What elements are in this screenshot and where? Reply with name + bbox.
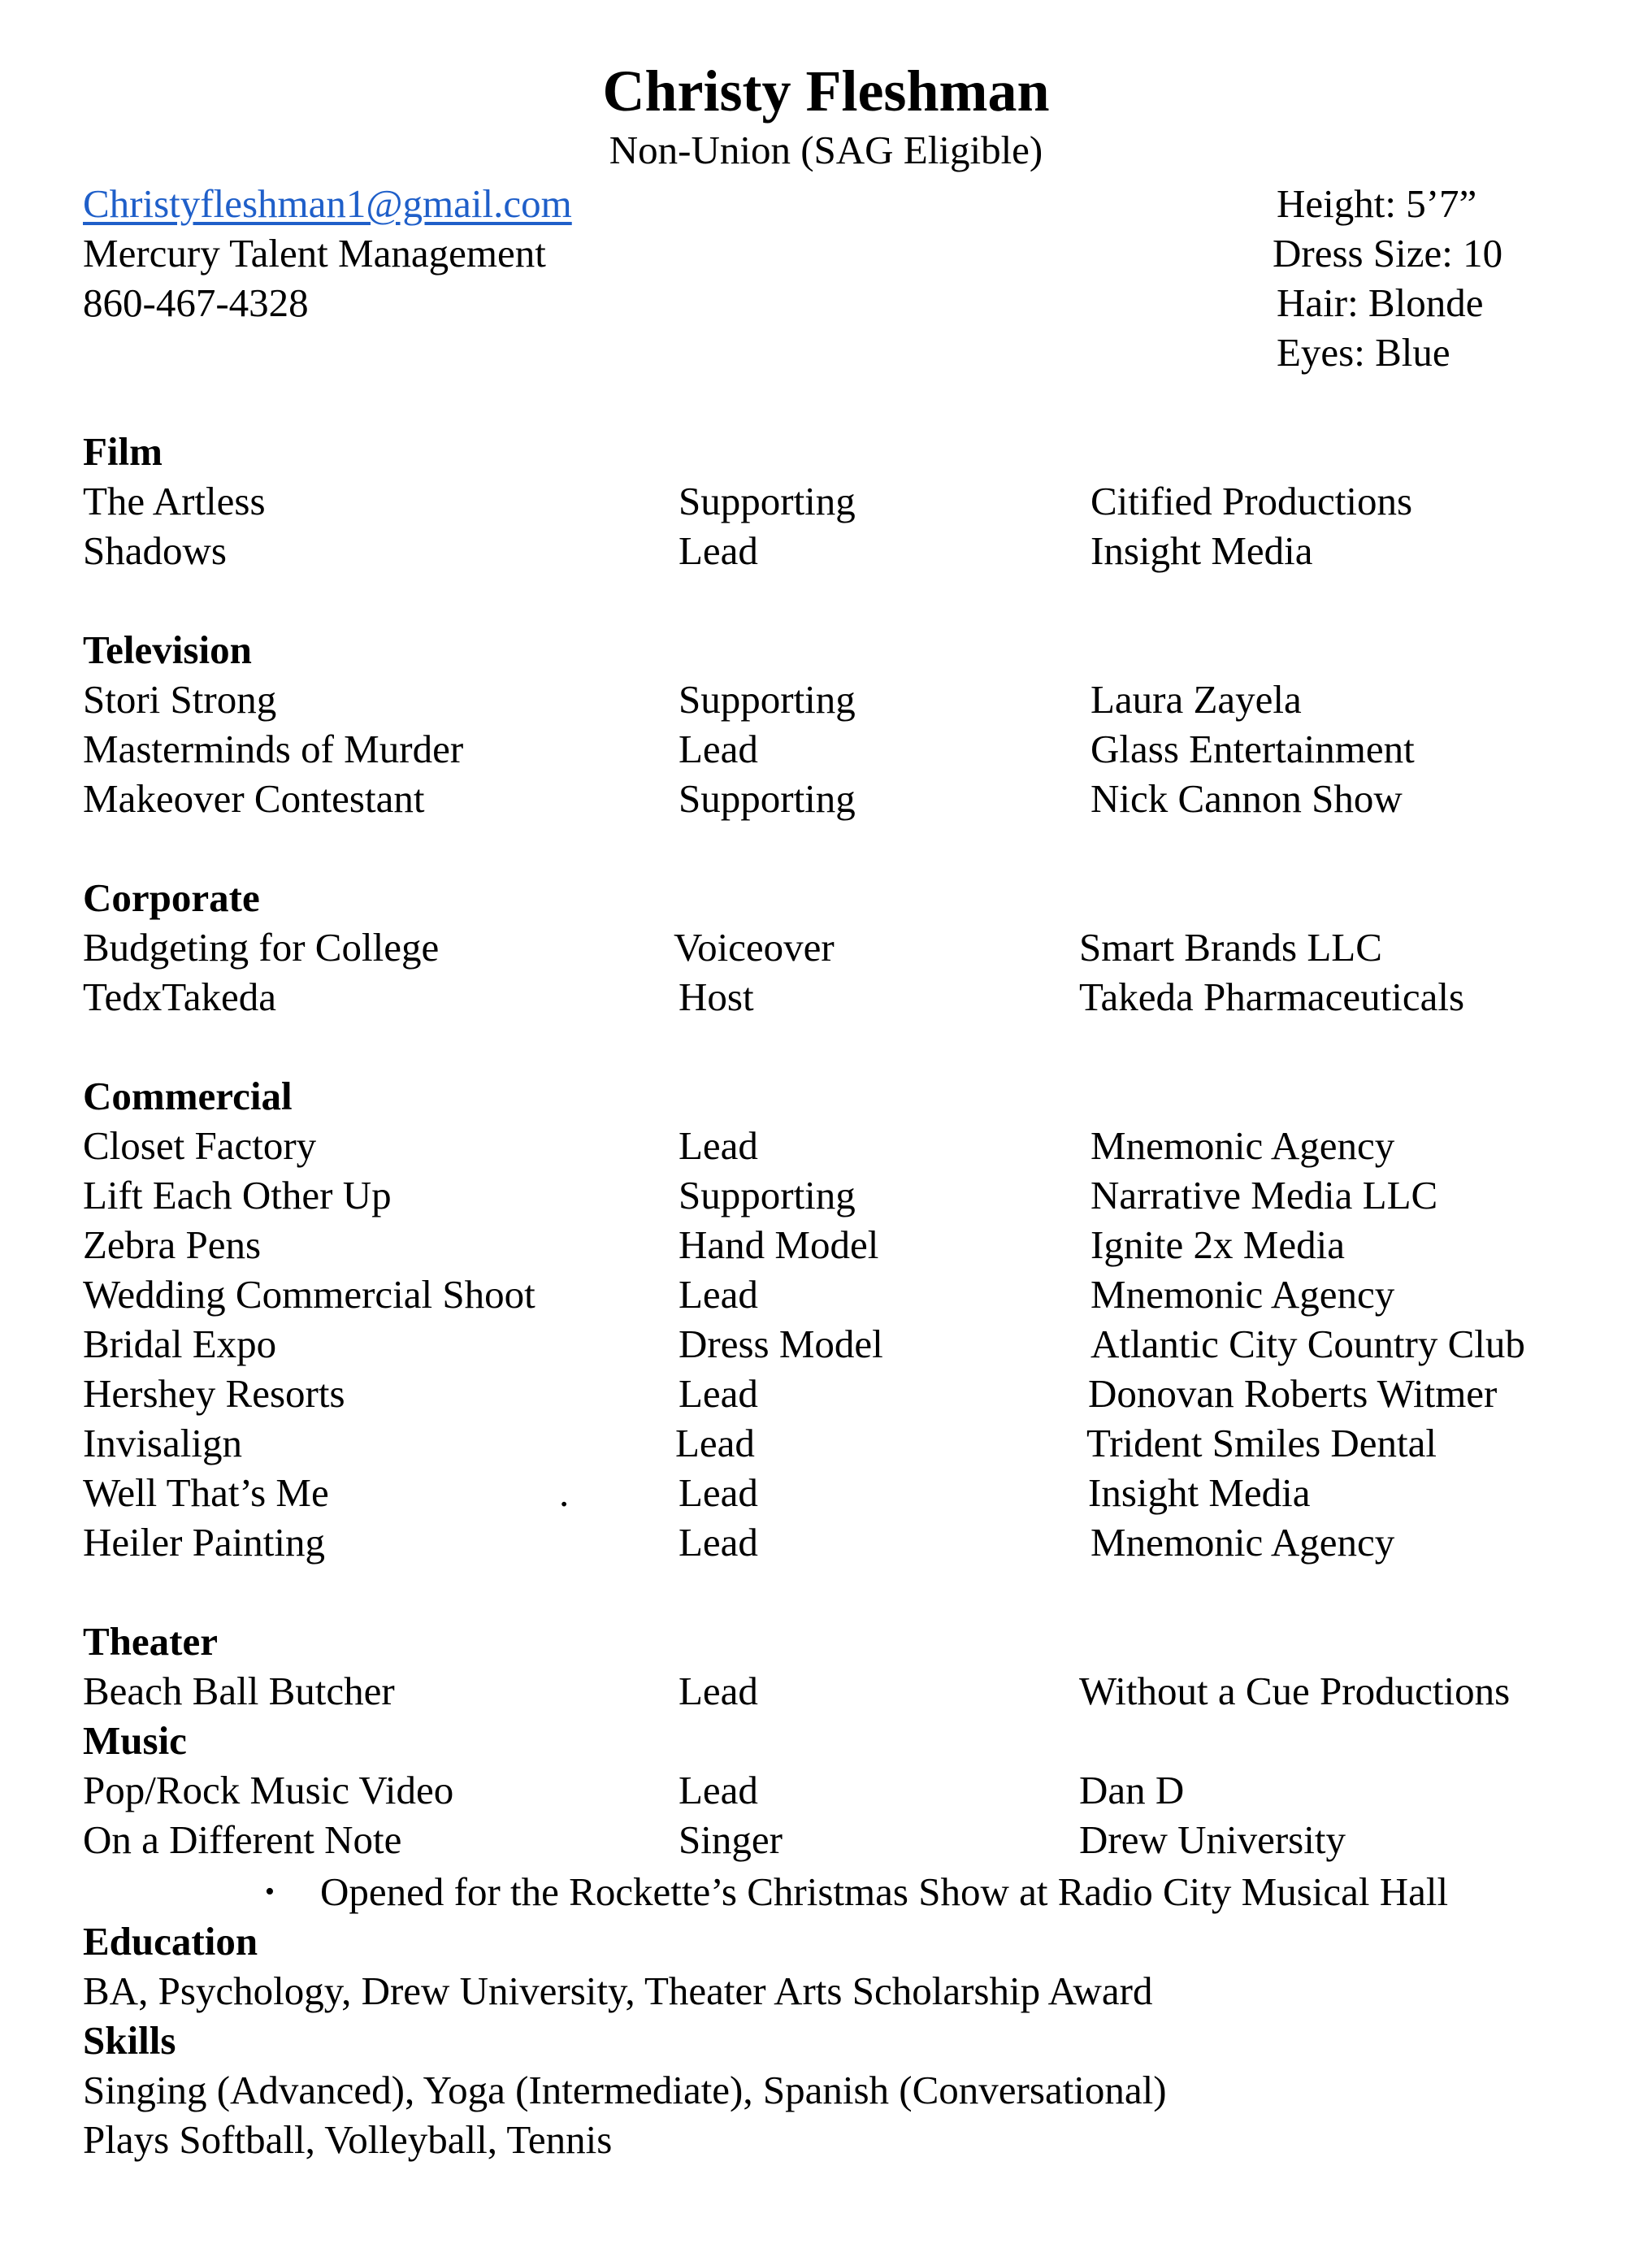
bullet-icon: • — [265, 1877, 275, 1907]
credit-role: Supporting — [679, 776, 856, 821]
union-status: Non-Union (SAG Eligible) — [609, 128, 1043, 172]
credit-company: Insight Media — [1088, 1470, 1311, 1515]
credit-role: Lead — [679, 1470, 758, 1515]
credit-title: Masterminds of Murder — [83, 727, 464, 771]
stray-mark: . — [559, 1470, 570, 1515]
credit-title: Hershey Resorts — [83, 1371, 345, 1416]
section-heading: Education — [83, 1919, 258, 1964]
credit-company: Mnemonic Agency — [1090, 1520, 1395, 1565]
section-heading: Commercial — [83, 1074, 293, 1118]
credit-title: Wedding Commercial Shoot — [83, 1272, 535, 1317]
credit-title: Closet Factory — [83, 1123, 317, 1168]
credit-company: Mnemonic Agency — [1090, 1123, 1395, 1168]
credit-title: TedxTakeda — [83, 974, 277, 1019]
credit-title: Heiler Painting — [83, 1520, 326, 1565]
credit-role: Dress Model — [679, 1322, 883, 1366]
credit-company: Nick Cannon Show — [1090, 776, 1403, 821]
music-bullet-note: Opened for the Rockette’s Christmas Show at Radio City Musical Hall — [320, 1869, 1449, 1914]
skills-line: Singing (Advanced), Yoga (Intermediate), Spanish (Conversational) — [83, 2068, 1167, 2112]
credit-title: Shadows — [83, 528, 227, 573]
credit-company: Mnemonic Agency — [1090, 1272, 1395, 1317]
credit-role: Lead — [679, 1669, 758, 1713]
credit-company: Drew University — [1079, 1817, 1346, 1862]
credit-title: Invisalign — [83, 1421, 242, 1465]
credit-role: Lead — [679, 727, 758, 771]
stat-hair: Hair: Blonde — [1277, 280, 1484, 325]
credit-company: Takeda Pharmaceuticals — [1079, 974, 1465, 1019]
credit-role: Lead — [675, 1421, 755, 1465]
credit-company: Smart Brands LLC — [1079, 925, 1382, 970]
credit-role: Host — [679, 974, 754, 1019]
stat-height: Height: 5’7” — [1277, 181, 1477, 226]
credit-title: Beach Ball Butcher — [83, 1669, 395, 1713]
credit-role: Lead — [679, 1520, 758, 1565]
credit-role: Supporting — [679, 1173, 856, 1217]
section-heading: Skills — [83, 2018, 176, 2063]
credit-role: Lead — [679, 1768, 758, 1812]
credit-role: Hand Model — [679, 1222, 879, 1267]
credit-title: Lift Each Other Up — [83, 1173, 392, 1217]
credit-role: Lead — [679, 1272, 758, 1317]
credit-title: Budgeting for College — [83, 925, 440, 970]
credit-role: Singer — [679, 1817, 783, 1862]
credit-company: Without a Cue Productions — [1079, 1669, 1511, 1713]
credit-company: Ignite 2x Media — [1090, 1222, 1345, 1267]
credit-role: Lead — [679, 528, 758, 573]
credit-role: Lead — [679, 1123, 758, 1168]
section-heading: Corporate — [83, 875, 260, 920]
credit-title: Zebra Pens — [83, 1222, 262, 1267]
skills-line: Plays Softball, Volleyball, Tennis — [83, 2117, 613, 2162]
credit-role: Lead — [679, 1371, 758, 1416]
education-line: BA, Psychology, Drew University, Theater Arts Scholarship Award — [83, 1968, 1153, 2013]
agency: Mercury Talent Management — [83, 231, 546, 276]
phone: 860-467-4328 — [83, 280, 309, 325]
resume-name: Christy Fleshman — [602, 59, 1050, 124]
credit-company: Dan D — [1079, 1768, 1185, 1812]
credit-role: Voiceover — [674, 925, 835, 970]
credit-title: Bridal Expo — [83, 1322, 277, 1366]
credit-company: Narrative Media LLC — [1090, 1173, 1438, 1217]
section-heading: Theater — [83, 1619, 218, 1664]
credit-title: Makeover Contestant — [83, 776, 425, 821]
email-link[interactable]: Christyfleshman1@gmail.com — [83, 181, 572, 226]
credit-title: On a Different Note — [83, 1817, 402, 1862]
credit-title: Stori Strong — [83, 677, 277, 722]
credit-role: Supporting — [679, 677, 856, 722]
section-heading: Television — [83, 627, 252, 672]
credit-company: Laura Zayela — [1090, 677, 1302, 722]
section-heading: Music — [83, 1718, 187, 1763]
credit-company: Trident Smiles Dental — [1086, 1421, 1437, 1465]
stat-dress-size: Dress Size: 10 — [1273, 231, 1503, 276]
credit-role: Supporting — [679, 479, 856, 523]
credit-company: Donovan Roberts Witmer — [1088, 1371, 1498, 1416]
credit-company: Glass Entertainment — [1090, 727, 1415, 771]
credit-title: Pop/Rock Music Video — [83, 1768, 454, 1812]
credit-company: Citified Productions — [1090, 479, 1413, 523]
credit-company: Insight Media — [1090, 528, 1313, 573]
section-heading: Film — [83, 429, 163, 474]
credit-title: Well That’s Me — [83, 1470, 329, 1515]
credit-company: Atlantic City Country Club — [1090, 1322, 1525, 1366]
credit-title: The Artless — [83, 479, 266, 523]
stat-eyes: Eyes: Blue — [1277, 330, 1450, 375]
